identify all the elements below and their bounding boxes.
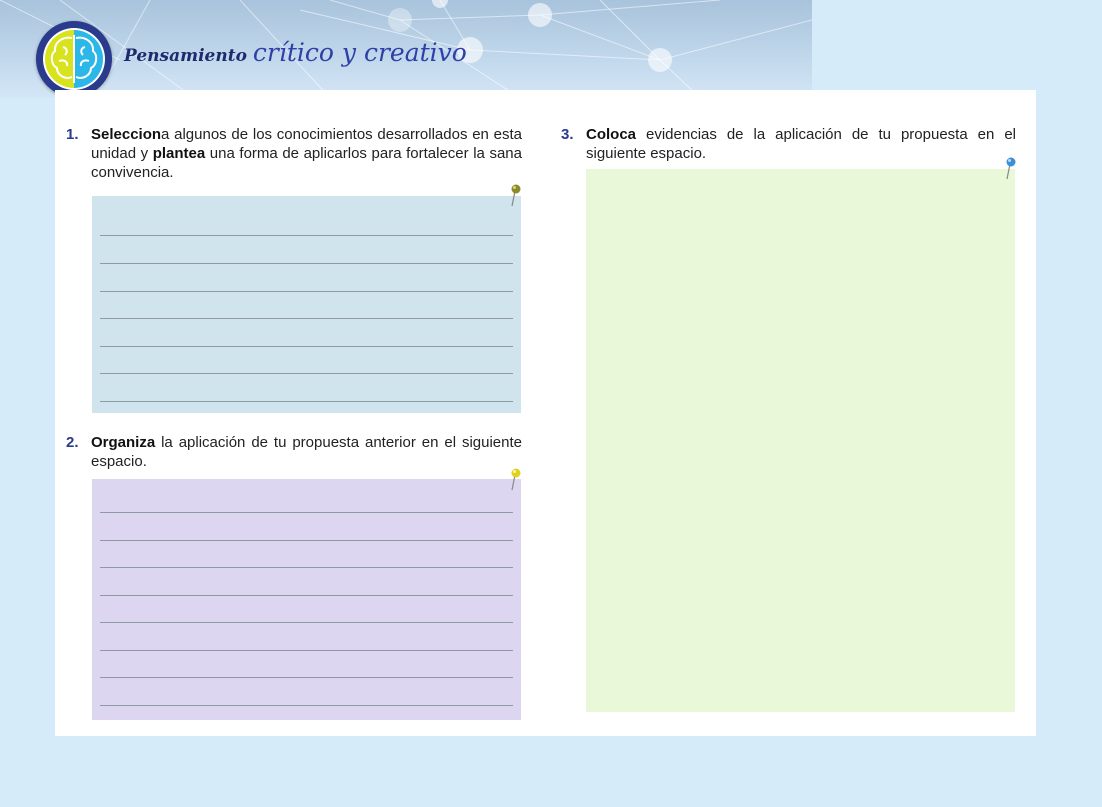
answer-box-1[interactable]	[92, 196, 521, 413]
brain-icon	[36, 21, 112, 97]
writing-line	[100, 401, 513, 402]
question-1-text-a: a algunos de los conocimientos desarrollados en esta unidad y	[91, 126, 522, 162]
writing-line	[100, 512, 513, 513]
writing-line	[100, 595, 513, 596]
question-3	[561, 125, 1016, 163]
question-3-number: 3.	[561, 126, 574, 143]
question-1-number: 1.	[66, 126, 79, 143]
writing-line	[100, 346, 513, 347]
brain-logo	[36, 21, 112, 97]
writing-line	[100, 235, 513, 236]
worksheet-page	[55, 90, 1036, 736]
writing-line	[100, 650, 513, 651]
question-1	[66, 125, 522, 182]
question-2	[66, 433, 522, 471]
question-3-bold-coloca: Coloca	[586, 126, 637, 143]
pushpin-icon	[1004, 156, 1016, 180]
question-2-number: 2.	[66, 434, 79, 451]
writing-line	[100, 567, 513, 568]
question-3-text: evidencias de la aplicación de tu propuesta en el siguiente espacio.	[586, 126, 1016, 162]
writing-line	[100, 677, 513, 678]
pushpin-icon	[509, 183, 521, 207]
pushpin-icon	[509, 467, 521, 491]
title-part2: crítico y creativo	[252, 38, 467, 67]
title-part1: Pensamiento	[124, 46, 247, 66]
evidence-box-3[interactable]	[586, 169, 1015, 712]
question-1-bold-plantea: plantea	[152, 145, 206, 162]
writing-line	[100, 622, 513, 623]
writing-line	[100, 318, 513, 319]
question-2-text: la aplicación de tu propuesta anterior en el siguiente espacio.	[91, 434, 522, 470]
writing-line	[100, 540, 513, 541]
question-2-bold-organiza: Organiza	[91, 434, 156, 451]
writing-line	[100, 291, 513, 292]
question-1-bold-seleccion: Seleccion	[91, 126, 162, 143]
writing-line	[100, 373, 513, 374]
page-title	[124, 38, 467, 67]
question-1-text-b: una forma de aplicarlos para fortalecer la sana convivencia.	[91, 145, 522, 181]
writing-line	[100, 705, 513, 706]
writing-line	[100, 263, 513, 264]
answer-box-2[interactable]	[92, 479, 521, 720]
